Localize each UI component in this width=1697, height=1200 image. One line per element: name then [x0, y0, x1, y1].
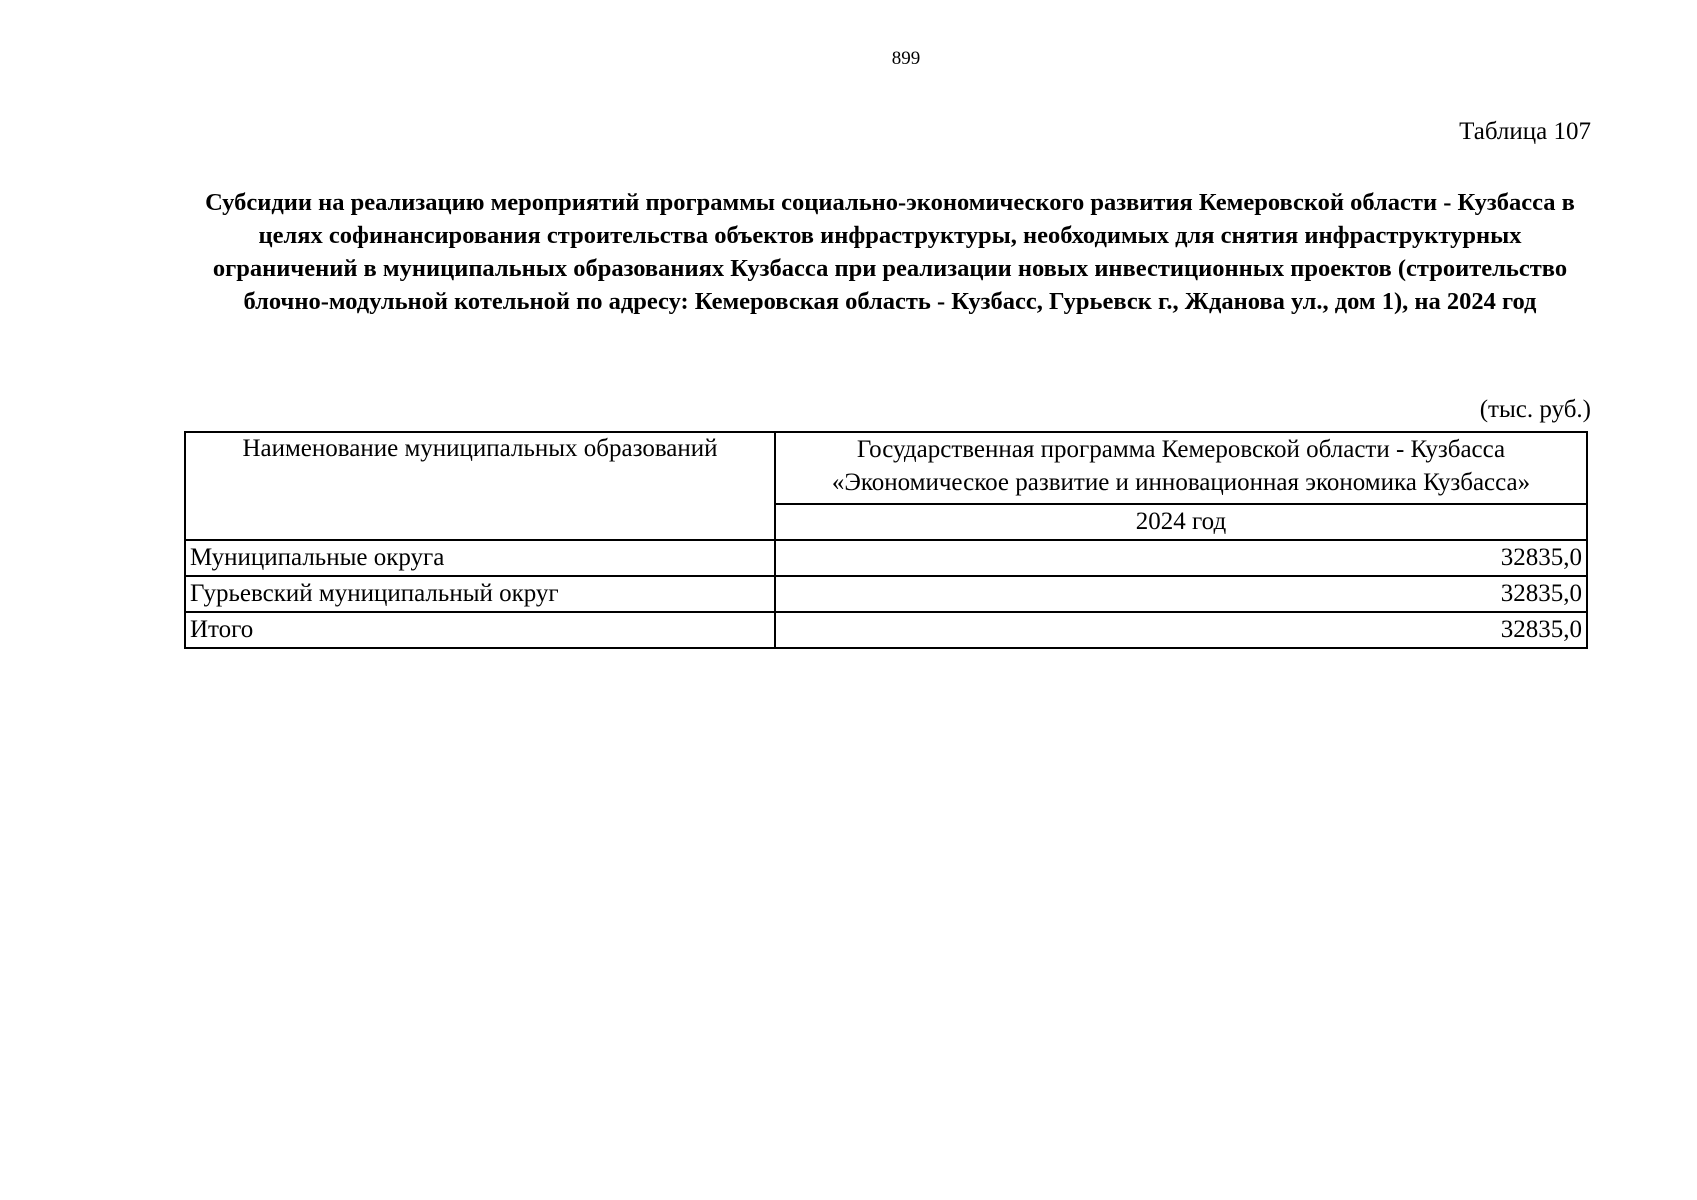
- table-row: [185, 540, 1587, 576]
- table-label: Таблица 107: [1459, 118, 1591, 145]
- row-value: 32835,0: [775, 612, 1587, 648]
- row-name: Итого: [185, 612, 775, 648]
- subsidy-table: [184, 431, 1588, 649]
- table-row-total: [185, 612, 1587, 648]
- table-row: [185, 576, 1587, 612]
- header-program: Государственная программа Кемеровской области - Кузбасса «Экономическое развитие и инновационная экономика Кузбасса»: [775, 432, 1587, 504]
- row-name: Гурьевский муниципальный округ: [185, 576, 775, 612]
- table-header-row: [185, 432, 1587, 504]
- units-label: (тыс. руб.): [1479, 396, 1591, 423]
- header-municipality: Наименование муниципальных образований: [185, 432, 775, 540]
- page-number: 899: [891, 48, 921, 69]
- document-title: Субсидии на реализацию мероприятий программы социально-экономического развития Кемеровской области - Кузбасса в целях софинансирования строительства объектов инфраструктуры, необходимых для снятия инфраструктурных ограничений в муниципальных образованиях Кузбасса при реализации новых инвестиционных проектов (строительство блочно-модульной котельной по адресу: Кемеровская область - Кузбасс, Гурьевск г., Жданова ул., дом 1), на 2024 год: [205, 189, 1575, 315]
- row-name: Муниципальные округа: [185, 540, 775, 576]
- row-value: 32835,0: [775, 576, 1587, 612]
- header-year: 2024 год: [775, 504, 1587, 540]
- row-value: 32835,0: [775, 540, 1587, 576]
